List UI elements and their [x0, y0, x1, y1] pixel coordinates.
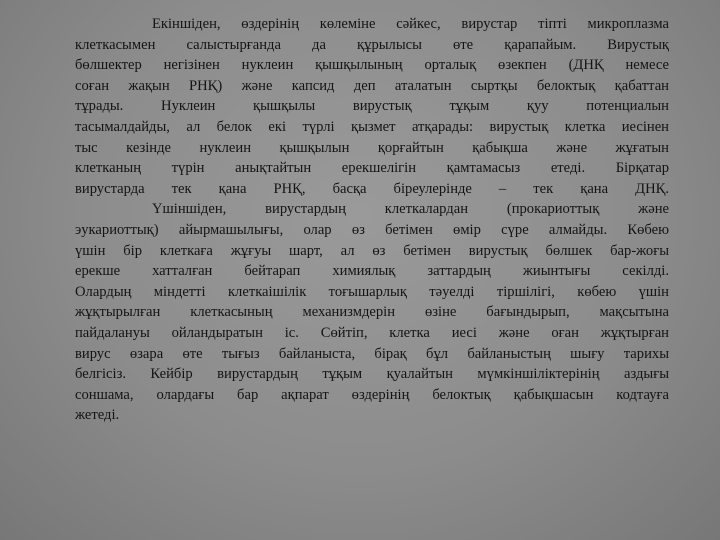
text-line: клеткасымен салыстырғанда да құрылысы өте қарапайым. Вирустық [75, 36, 669, 53]
text-line: жұқтырылған клеткасының механизмдерін өзіне бағындырып, мақсытына [75, 304, 669, 321]
text-line: ерекше хатталған бейтарап химиялық заттардың жиынтығы секілді. [75, 263, 669, 280]
text-line: клетканың түрін анықтайтын ерекшелігін қамтамасыз етеді. Бірқатар [75, 160, 669, 177]
text-line: тасымалдайды, ал белок екі түрлі қызмет атқарады: вирустық клетка иесінен [75, 118, 669, 135]
text-line: эукариоттық) айырмашылығы, олар өз бетімен өмір сүре алмайды. Көбею [75, 221, 669, 238]
text-line: Үшіншіден, вирустардың клеткалардан (прокариоттық және [152, 201, 669, 218]
text-line: тұрады. Нуклеин қышқылы вирустық тұқым қуу потенциалын [75, 98, 669, 115]
text-line: вирустарда тек қана РНҚ, басқа біреулерінде – тек қана ДНҚ. [75, 180, 669, 197]
text-line: соған жақын РНҚ) және капсид деп аталатын сыртқы белоктық қабаттан [75, 77, 669, 94]
text-line: белгісіз. Кейбір вирустардың тұқым қуалайтын мүмкіншіліктерінің аздығы [75, 366, 669, 383]
body-text [75, 14, 669, 426]
text-line: соншама, олардағы бар ақпарат өздерінің белоктық қабықшасын кодтауға [75, 386, 669, 403]
text-line: вирус өзара өте тығыз байланыста, бірақ бұл байланыстың шығу тарихы [75, 345, 669, 362]
text-line: жетеді. [75, 407, 120, 424]
text-line: бөлшектер негізінен нуклеин қышқылының орталық өзекпен (ДНҚ немесе [75, 57, 669, 74]
text-line: тыс кезінде нуклеин қышқылын қорғайтын қабықша және жұғатын [75, 139, 669, 156]
text-line: Екіншіден, өздерінің көлеміне сәйкес, вирустар тіпті микроплазма [152, 16, 669, 32]
text-line: пайдалануы ойландыратын іс. Сөйтіп, клетка иесі және оған жұқтырған [75, 324, 669, 341]
text-line: үшін бір клеткаға жұғуы шарт, ал өз бетімен вирустық бөлшек бар-жоғы [75, 242, 669, 259]
text-line: Олардың міндетті клеткаішілік тоғышарлық тәуелді тіршілігі, көбею үшін [75, 283, 669, 300]
